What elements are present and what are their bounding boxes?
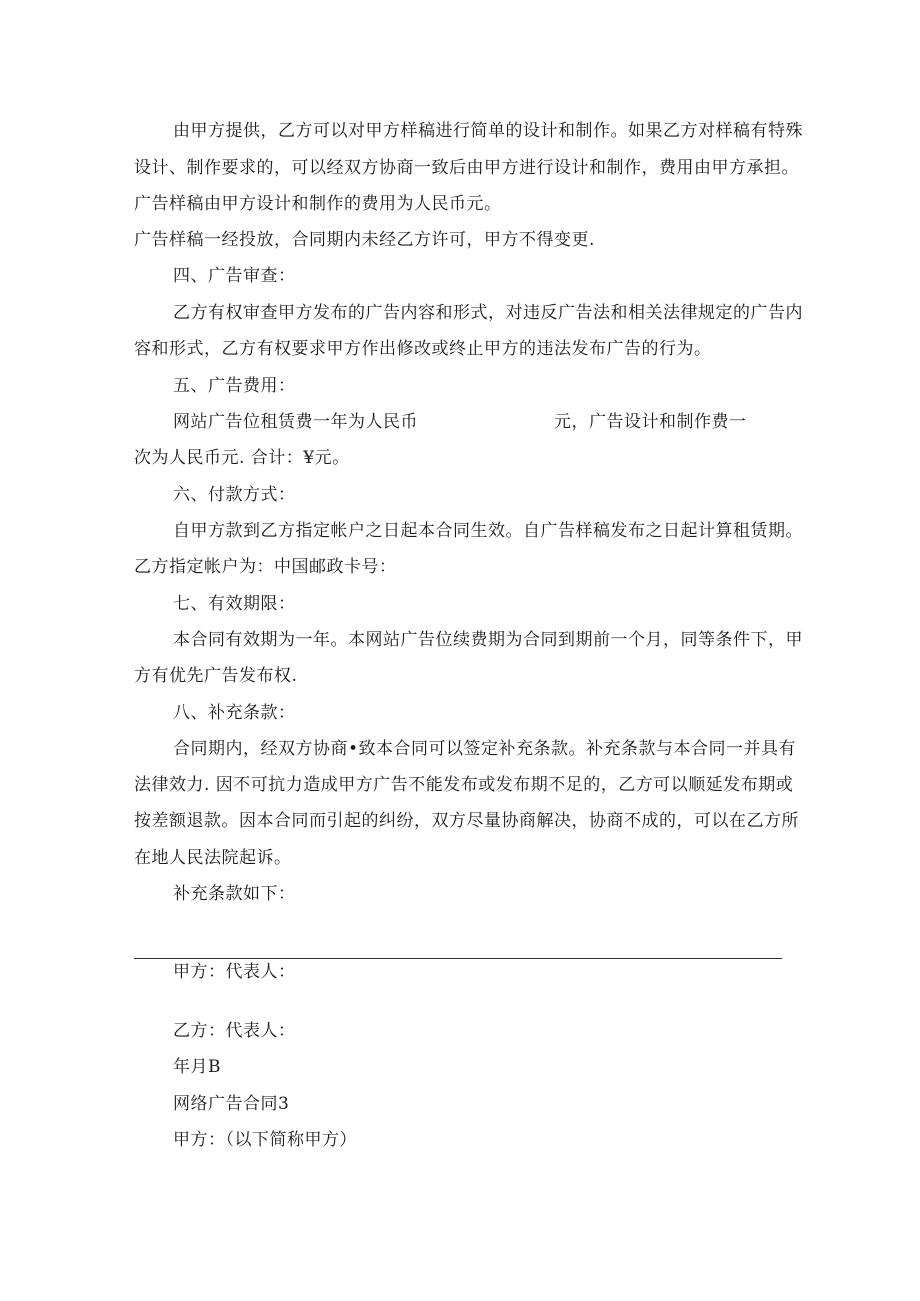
section-heading: 五、广告费用： — [173, 376, 296, 396]
paragraph-line: 广告样稿由甲方设计和制作的费用为人民币元。 — [134, 194, 502, 214]
paragraph-line: 法律效力. 因不可抗力造成甲方广告不能发布或发布期不足的，乙方可以顺延发布期或 — [134, 775, 794, 795]
paragraph-line: 乙方有权审查甲方发布的广告内容和形式，对违反广告法和相关法律规定的广告内 — [173, 303, 803, 323]
paragraph-line: 网站广告位租赁费一年为人民币 — [173, 412, 418, 432]
paragraph-line: 在地人民法院起诉。 — [134, 848, 292, 868]
paragraph-line: 合同期内，经双方协商•致本合同可以签定补充条款。补充条款与本合同一并具有 — [173, 739, 797, 759]
signature-line: 甲方：代表人： — [173, 962, 296, 982]
section-heading: 六、付款方式： — [173, 485, 296, 505]
paragraph-line: 乙方指定帐户为：中国邮政卡号： — [134, 557, 397, 577]
paragraph-line: 补充条款如下： — [173, 884, 296, 904]
divider-line — [134, 958, 782, 959]
date-line: 年月B — [173, 1057, 221, 1077]
paragraph-line: 次为人民币元. 合计：¥元。 — [134, 448, 350, 468]
section-heading: 七、有效期限： — [173, 594, 296, 614]
signature-line: 乙方：代表人： — [173, 1021, 296, 1041]
paragraph-line: 广告样稿一经投放，合同期内未经乙方许可，甲方不得变更. — [134, 230, 595, 250]
document-title: 网络广告合同3 — [173, 1094, 290, 1114]
paragraph-line: 元，广告设计和制作费一 — [554, 412, 747, 432]
party-line: 甲方：（以下简称甲方） — [173, 1130, 357, 1150]
section-heading: 四、广告审查： — [173, 266, 296, 286]
paragraph-line: 设计、制作要求的，可以经双方协商一致后由甲方进行设计和制作，费用由甲方承担。 — [134, 158, 799, 178]
paragraph-line: 由甲方提供，乙方可以对甲方样稿进行简单的设计和制作。如果乙方对样稿有特殊 — [173, 121, 803, 141]
paragraph-line: 本合同有效期为一年。本网站广告位续费期为合同到期前一个月，同等条件下，甲 — [173, 630, 803, 650]
paragraph-line: 容和形式，乙方有权要求甲方作出修改或终止甲方的违法发布广告的行为。 — [134, 339, 712, 359]
paragraph-line: 按差额退款。因本合同而引起的纠纷，双方尽量协商解决，协商不成的，可以在乙方所 — [134, 811, 799, 831]
paragraph-line: 自甲方款到乙方指定帐户之日起本合同生效。自广告样稿发布之日起计算租赁期。 — [173, 521, 803, 541]
paragraph-line: 方有优先广告发布权. — [134, 666, 298, 686]
section-heading: 八、补充条款： — [173, 703, 296, 723]
